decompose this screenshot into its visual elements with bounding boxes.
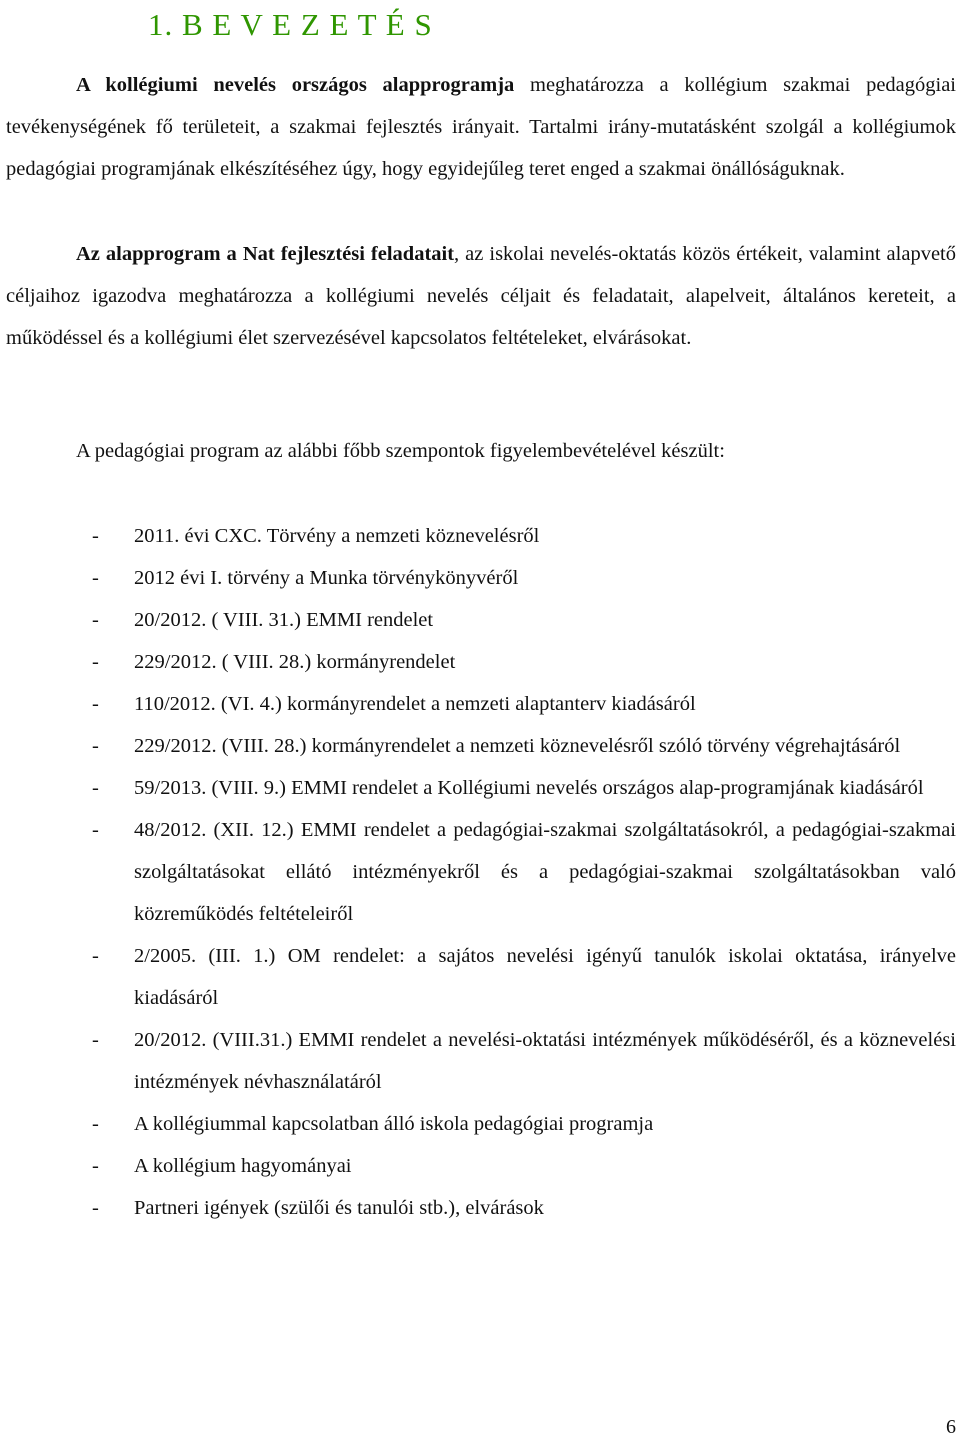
- list-item-text: A kollégium hagyományai: [134, 1155, 352, 1177]
- list-item: [0, 809, 960, 935]
- list-item: [0, 1187, 960, 1229]
- list-dash-marker: -: [92, 609, 99, 631]
- list-dash-marker: -: [92, 819, 99, 841]
- chapter-heading: [148, 4, 433, 46]
- list-item-text: 59/2013. (VIII. 9.) EMMI rendelet a Kollégiumi nevelés országos alap-programjának kiadásáról: [134, 777, 924, 799]
- list-item: [0, 683, 960, 725]
- list-item: [0, 767, 960, 809]
- list-item-text: 2/2005. (III. 1.) OM rendelet: a sajátos nevelési igényű tanulók iskolai oktatása, irányelve kiadásáról: [134, 945, 956, 1009]
- page-number: 6: [946, 1416, 956, 1438]
- list-item-text: 48/2012. (XII. 12.) EMMI rendelet a pedagógiai-szakmai szolgáltatásokról, a pedagógiai-szakmai szolgáltatásokat ellátó intézményekről és a pedagógiai-szakmai szolgáltatásokban való közreműködés feltételeiről: [134, 819, 956, 925]
- list-item-text: 2012 évi I. törvény a Munka törvénykönyvéről: [134, 567, 519, 589]
- list-item: [0, 599, 960, 641]
- list-dash-marker: -: [92, 1113, 99, 1135]
- paragraph-nat-tasks: [6, 233, 956, 359]
- paragraph-bold-lead: A kollégiumi nevelés országos alapprogramja: [76, 74, 515, 96]
- list-item-text: A kollégiummal kapcsolatban álló iskola pedagógiai programja: [134, 1113, 654, 1135]
- list-item: [0, 1019, 960, 1103]
- list-item-text: 229/2012. (VIII. 28.) kormányrendelet a nemzeti köznevelésről szóló törvény végrehajtásáról: [134, 735, 901, 757]
- list-dash-marker: -: [92, 945, 99, 967]
- list-dash-marker: -: [92, 567, 99, 589]
- list-item: [0, 557, 960, 599]
- list-item: [0, 725, 960, 767]
- chapter-title: B E V E Z E T É S: [182, 7, 433, 42]
- list-dash-marker: -: [92, 1029, 99, 1051]
- list-item: [0, 641, 960, 683]
- list-item-text: 229/2012. ( VIII. 28.) kormányrendelet: [134, 651, 456, 673]
- list-item-text: 110/2012. (VI. 4.) kormányrendelet a nemzeti alaptanterv kiadásáról: [134, 693, 696, 715]
- list-item: [0, 935, 960, 1019]
- list-dash-marker: -: [92, 735, 99, 757]
- list-item-text: 20/2012. ( VIII. 31.) EMMI rendelet: [134, 609, 434, 631]
- list-item: [0, 1145, 960, 1187]
- list-intro: A pedagógiai program az alábbi főbb szempontok figyelembevételével készült:: [76, 440, 725, 462]
- list-dash-marker: -: [92, 1197, 99, 1219]
- list-item: [0, 1103, 960, 1145]
- list-dash-marker: -: [92, 693, 99, 715]
- legal-sources-list: [0, 515, 960, 1229]
- paragraph-alapprogram-scope: [6, 64, 956, 190]
- list-dash-marker: -: [92, 525, 99, 547]
- list-dash-marker: -: [92, 1155, 99, 1177]
- paragraph-bold-lead: Az alapprogram a Nat fejlesztési feladatait: [76, 243, 455, 265]
- paragraph-body: , az iskolai nevelés-oktatás közös értékeit, valamint alapvető céljaihoz igazodva meghatározza a kollégiumi nevelés céljait és feladatait, alapelveit, általános kereteit, a működéssel és a kollégiumi élet szervezésével kapcsolatos feltételeket, elvárásokat.: [6, 243, 956, 349]
- list-item: [0, 515, 960, 557]
- chapter-number: 1.: [148, 7, 174, 42]
- list-item-text: 2011. évi CXC. Törvény a nemzeti köznevelésről: [134, 525, 540, 547]
- list-item-text: 20/2012. (VIII.31.) EMMI rendelet a nevelési-oktatási intézmények működéséről, és a köznevelési intézmények névhasználatáról: [134, 1029, 956, 1093]
- list-dash-marker: -: [92, 777, 99, 799]
- list-item-text: Partneri igények (szülői és tanulói stb.), elvárások: [134, 1197, 544, 1219]
- paragraph-body: meghatározza a kollégium szakmai pedagógiai tevékenységének fő területeit, a szakmai fejlesztés irányait. Tartalmi irány-mutatásként szolgál a kollégiumok pedagógiai programjának elkészítéséhez úgy, hogy egyidejűleg teret enged a szakmai önállóságuknak.: [6, 74, 957, 180]
- list-dash-marker: -: [92, 651, 99, 673]
